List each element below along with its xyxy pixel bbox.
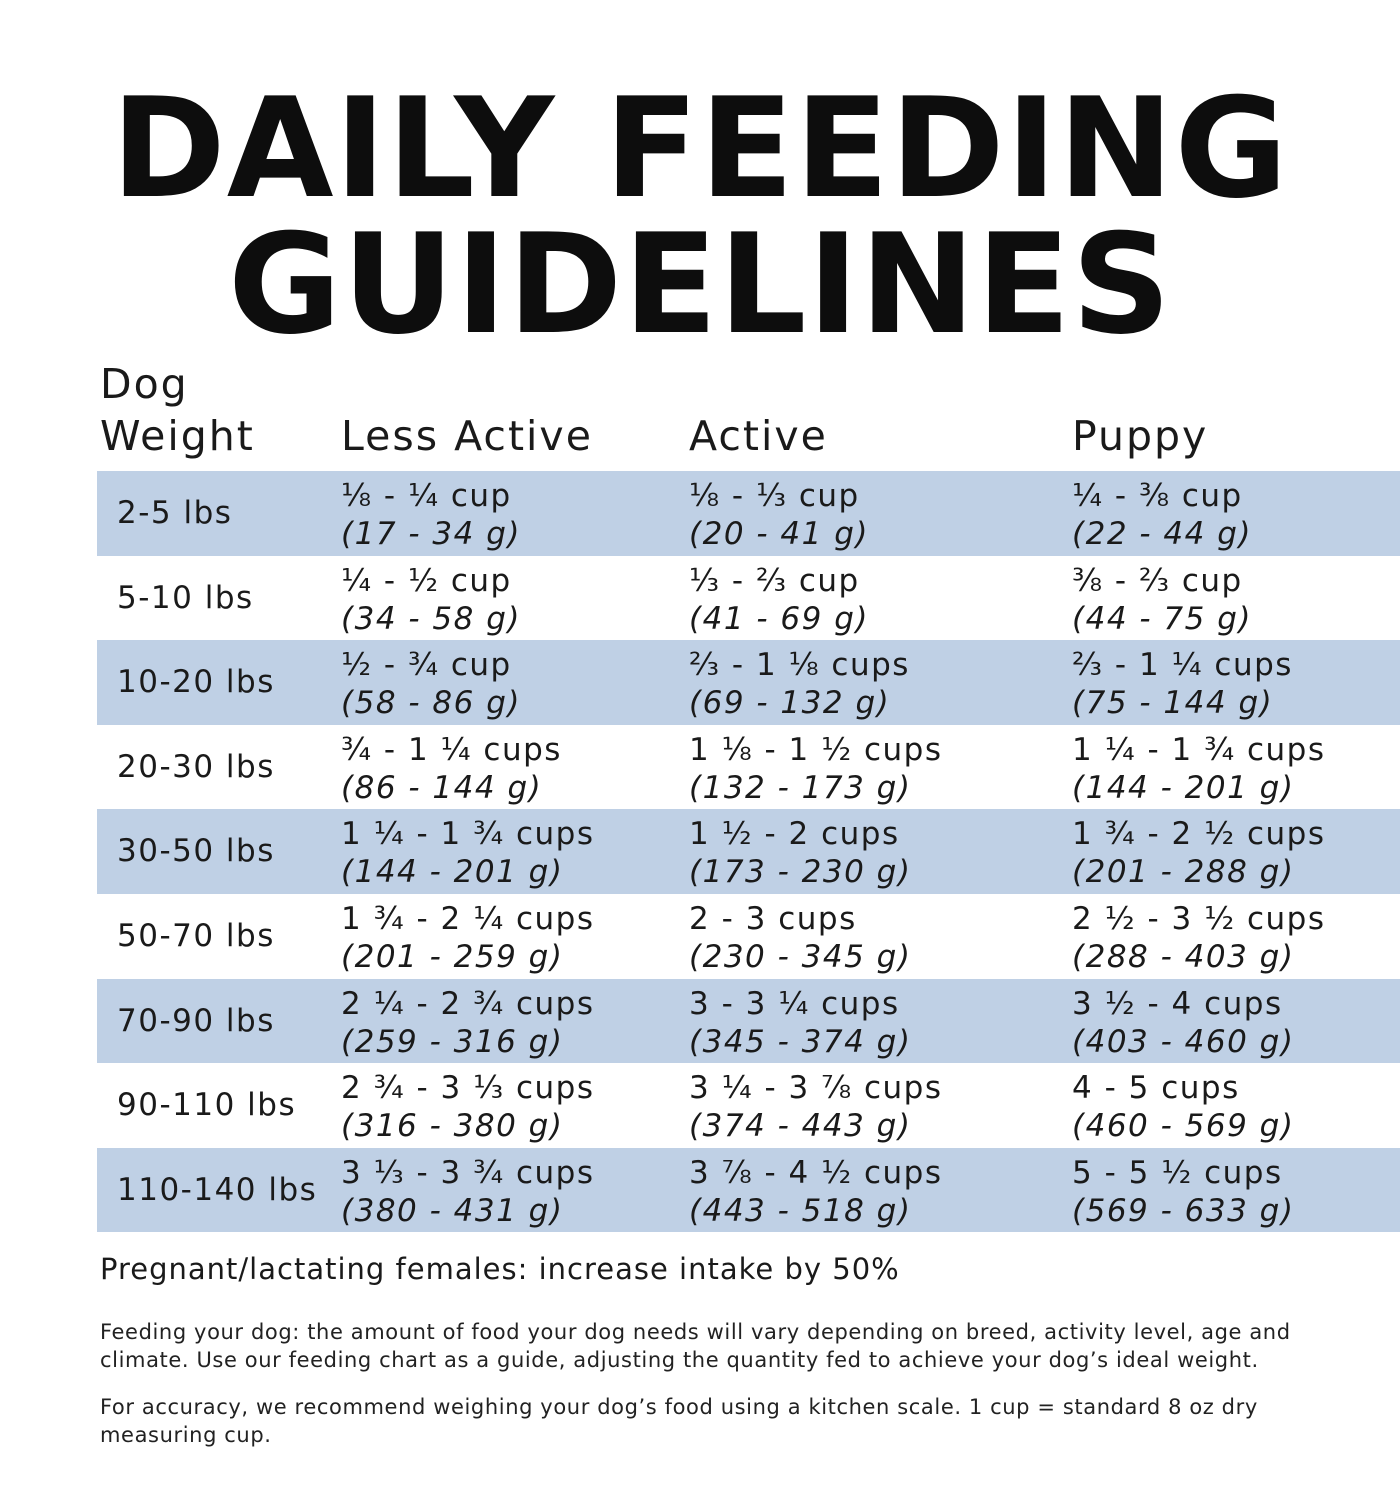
grams-value: (345 - 374 g)	[689, 1023, 912, 1060]
puppy-cell	[1072, 985, 1294, 1061]
weight-cell: 2-5 lbs	[117, 495, 233, 531]
table-row	[97, 1148, 1400, 1233]
less-active-cell	[341, 1154, 595, 1230]
cups-value: 3 ⅞ - 4 ½ cups	[689, 1154, 943, 1191]
grams-value: (34 - 58 g)	[341, 600, 522, 637]
cups-value: 1 ¾ - 2 ¼ cups	[341, 900, 595, 937]
column-header-active: Active	[689, 412, 828, 460]
title-line-2: GUIDELINES	[228, 204, 1172, 365]
weight-cell: 90-110 lbs	[117, 1087, 297, 1124]
grams-value: (22 - 44 g)	[1072, 516, 1253, 552]
puppy-cell	[1072, 731, 1326, 807]
cups-value: ⅛ - ¼ cup	[341, 478, 512, 514]
cups-value: 4 - 5 cups	[1072, 1070, 1240, 1107]
less-active-cell	[341, 985, 595, 1061]
weight-cell: 30-50 lbs	[117, 833, 275, 870]
grams-value: (17 - 34 g)	[341, 516, 522, 552]
cups-value: ⅓ - ⅔ cup	[689, 562, 860, 599]
cups-value: 3 ⅓ - 3 ¾ cups	[341, 1154, 595, 1191]
cups-value: 3 ¼ - 3 ⅞ cups	[689, 1070, 943, 1107]
cups-value: 3 - 3 ¼ cups	[689, 985, 900, 1022]
feeding-info-paragraph: Feeding your dog: the amount of food your dog needs will vary depending on breed, activity level, age and climate. Use our feeding chart as a guide, adjusting the quantity fed to achieve your dog’s ideal weight.	[100, 1320, 1291, 1372]
cups-value: 3 ½ - 4 cups	[1072, 985, 1283, 1022]
column-header-dog-weight: Dog Weight	[100, 360, 255, 460]
puppy-cell	[1072, 815, 1326, 891]
table-row	[97, 1063, 1400, 1148]
grams-value: (288 - 403 g)	[1072, 938, 1295, 975]
cups-value: ⅔ - 1 ⅛ cups	[689, 647, 910, 684]
grams-value: (69 - 132 g)	[689, 685, 891, 722]
grams-value: (380 - 431 g)	[341, 1192, 564, 1229]
grams-value: (403 - 460 g)	[1072, 1023, 1295, 1060]
grams-value: (374 - 443 g)	[689, 1108, 912, 1145]
grams-value: (20 - 41 g)	[689, 516, 870, 552]
grams-value: (41 - 69 g)	[689, 600, 870, 637]
grams-value: (173 - 230 g)	[689, 854, 912, 891]
weight-cell: 5-10 lbs	[117, 579, 254, 616]
puppy-cell	[1072, 900, 1326, 976]
grams-value: (201 - 288 g)	[1072, 854, 1295, 891]
grams-value: (75 - 144 g)	[1072, 685, 1274, 722]
puppy-cell	[1072, 1154, 1294, 1230]
active-cell	[689, 562, 869, 638]
weight-cell: 110-140 lbs	[117, 1171, 318, 1208]
active-cell	[689, 815, 911, 891]
grams-value: (86 - 144 g)	[341, 769, 543, 806]
less-active-cell	[341, 731, 562, 807]
cups-value: 1 ¼ - 1 ¾ cups	[1072, 731, 1326, 768]
cups-value: ½ - ¾ cup	[341, 647, 512, 684]
table-row	[97, 471, 1400, 556]
active-cell	[689, 477, 869, 553]
grams-value: (569 - 633 g)	[1072, 1192, 1295, 1229]
weight-cell: 10-20 lbs	[117, 664, 275, 701]
puppy-cell	[1072, 477, 1252, 553]
accuracy-paragraph: For accuracy, we recommend weighing your dog’s food using a kitchen scale. 1 cup = standard 8 oz dry measuring cup.	[100, 1395, 1258, 1447]
cups-value: ¾ - 1 ¼ cups	[341, 731, 562, 768]
active-cell	[689, 1069, 943, 1145]
active-cell	[689, 731, 943, 807]
less-active-cell	[341, 477, 521, 553]
grams-value: (230 - 345 g)	[689, 938, 912, 975]
puppy-cell	[1072, 646, 1293, 722]
puppy-cell	[1072, 562, 1252, 638]
table-row	[97, 556, 1400, 641]
cups-value: 1 ¼ - 1 ¾ cups	[341, 816, 595, 853]
cups-value: 2 ¾ - 3 ⅓ cups	[341, 1070, 595, 1107]
weight-cell: 20-30 lbs	[117, 748, 275, 785]
cups-value: ⅛ - ⅓ cup	[689, 478, 860, 514]
puppy-cell	[1072, 1069, 1294, 1145]
grams-value: (259 - 316 g)	[341, 1023, 564, 1060]
cups-value: ⅜ - ⅔ cup	[1072, 562, 1243, 599]
pregnancy-note: Pregnant/lactating females: increase intake by 50%	[100, 1252, 900, 1286]
cups-value: 2 ¼ - 2 ¾ cups	[341, 985, 595, 1022]
table-row	[97, 640, 1400, 725]
cups-value: 2 - 3 cups	[689, 900, 857, 937]
active-cell	[689, 646, 910, 722]
active-cell	[689, 1154, 943, 1230]
less-active-cell	[341, 900, 595, 976]
cups-value: 1 ½ - 2 cups	[689, 816, 900, 853]
cups-value: ¼ - ⅜ cup	[1072, 478, 1243, 514]
less-active-cell	[341, 562, 521, 638]
grams-value: (316 - 380 g)	[341, 1108, 564, 1145]
table-row	[97, 809, 1400, 894]
table-row	[97, 979, 1400, 1064]
column-header-less-active: Less Active	[341, 412, 593, 460]
less-active-cell	[341, 646, 521, 722]
grams-value: (132 - 173 g)	[689, 769, 912, 806]
cups-value: 5 - 5 ½ cups	[1072, 1154, 1283, 1191]
cups-value: 2 ½ - 3 ½ cups	[1072, 900, 1326, 937]
grams-value: (144 - 201 g)	[1072, 769, 1295, 806]
cups-value: ⅔ - 1 ¼ cups	[1072, 647, 1293, 684]
grams-value: (58 - 86 g)	[341, 685, 522, 722]
weight-cell: 50-70 lbs	[117, 917, 275, 954]
less-active-cell	[341, 815, 595, 891]
weight-cell: 70-90 lbs	[117, 1002, 275, 1039]
column-header-puppy: Puppy	[1072, 412, 1209, 460]
table-row	[97, 725, 1400, 810]
grams-value: (443 - 518 g)	[689, 1192, 912, 1229]
grams-value: (44 - 75 g)	[1072, 600, 1253, 637]
grams-value: (460 - 569 g)	[1072, 1108, 1295, 1145]
cups-value: 1 ⅛ - 1 ½ cups	[689, 731, 943, 768]
active-cell	[689, 985, 911, 1061]
cups-value: 1 ¾ - 2 ½ cups	[1072, 816, 1326, 853]
grams-value: (144 - 201 g)	[341, 854, 564, 891]
table-row	[97, 894, 1400, 979]
title-line-1: DAILY FEEDING	[111, 68, 1289, 229]
grams-value: (201 - 259 g)	[341, 938, 564, 975]
feeding-table	[97, 471, 1400, 1232]
cups-value: ¼ - ½ cup	[341, 562, 512, 599]
less-active-cell	[341, 1069, 595, 1145]
active-cell	[689, 900, 911, 976]
